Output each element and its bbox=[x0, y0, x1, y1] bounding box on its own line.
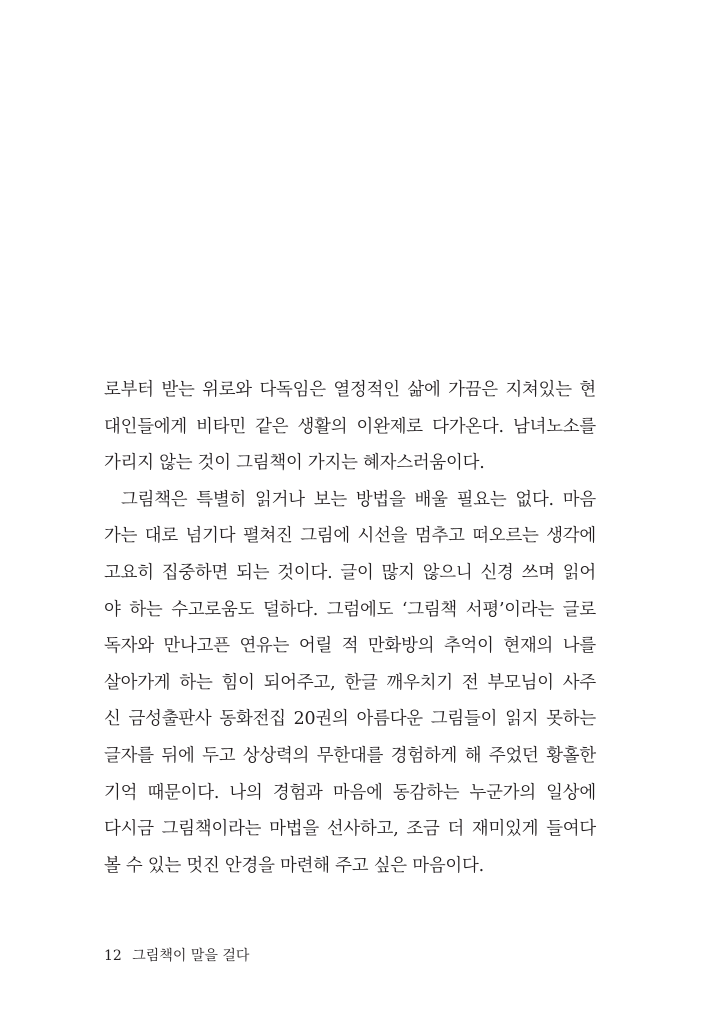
text-line: 대인들에게 비타민 같은 생활의 이완제로 다가온다. 남녀노소를 bbox=[104, 416, 596, 437]
text-line: 야 하는 수고로움도 덜하다. 그럼에도 ‘그림책 서평’이라는 글로 bbox=[104, 599, 596, 620]
running-title: 그림책이 말을 걸다 bbox=[132, 948, 250, 964]
text-line: 살아가게 하는 힘이 되어주고, 한글 깨우치기 전 부모님이 사주 bbox=[104, 672, 596, 693]
text-line: 로부터 받는 위로와 다독임은 열정적인 삶에 가끔은 지쳐있는 현 bbox=[104, 380, 596, 400]
body-text bbox=[104, 372, 596, 884]
page-number: 12 bbox=[104, 948, 122, 964]
page-footer bbox=[104, 946, 249, 966]
text-line: 가리지 않는 것이 그림책이 가지는 혜자스러움이다. bbox=[104, 453, 485, 474]
text-line: 기억 때문이다. 나의 경험과 마음에 동감하는 누군가의 일상에 bbox=[104, 782, 596, 803]
text-line: 다시금 그림책이라는 마법을 선사하고, 조금 더 재미있게 들여다 bbox=[104, 819, 596, 840]
text-line: 가는 대로 넘기다 펼쳐진 그림에 시선을 멈추고 떠오르는 생각에 bbox=[104, 526, 596, 547]
text-line: 고요히 집중하면 되는 것이다. 글이 많지 않으니 신경 쓰며 읽어 bbox=[104, 562, 596, 583]
paragraph-start-line: 그림책은 특별히 읽거나 보는 방법을 배울 필요는 없다. 마음 bbox=[121, 489, 596, 510]
text-line: 볼 수 있는 멋진 안경을 마련해 주고 싶은 마음이다. bbox=[104, 855, 484, 876]
text-line: 신 금성출판사 동화전집 20권의 아름다운 그림들이 읽지 못하는 bbox=[104, 709, 596, 730]
text-line: 독자와 만나고픈 연유는 어릴 적 만화방의 추억이 현재의 나를 bbox=[104, 636, 596, 657]
text-line: 글자를 뒤에 두고 상상력의 무한대를 경험하게 해 주었던 황홀한 bbox=[104, 745, 596, 766]
